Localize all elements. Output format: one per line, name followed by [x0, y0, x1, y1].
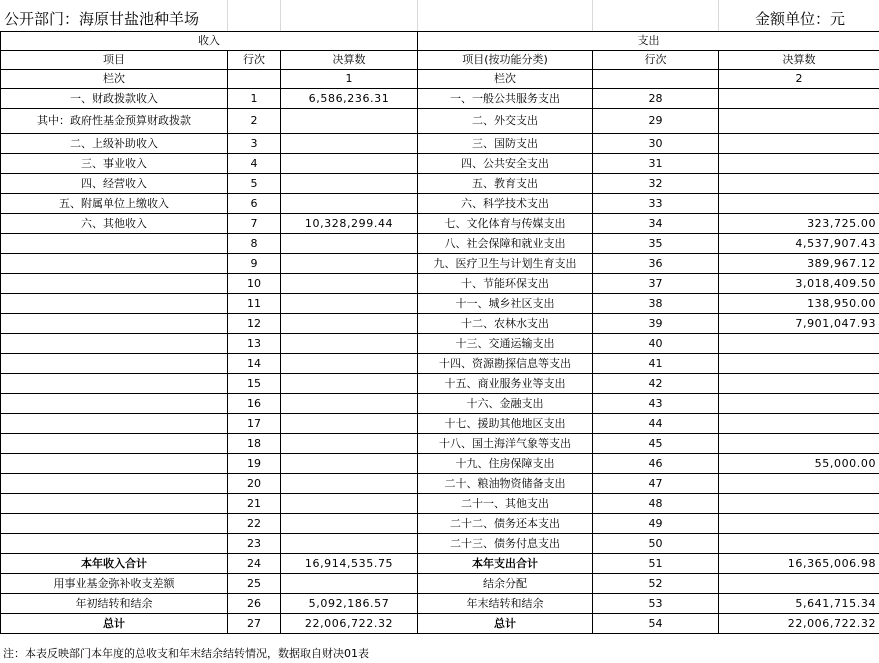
expense-line-cell: 44 — [593, 414, 719, 434]
income-item-cell — [1, 354, 228, 374]
expense-summary-amount: 16,365,006.98 — [719, 554, 879, 574]
income-summary-amount: 5,092,186.57 — [281, 594, 418, 614]
expense-item-cell: 九、医疗卫生与计划生育支出 — [418, 254, 593, 274]
expense-amount-cell — [719, 494, 879, 514]
expense-line-cell: 49 — [593, 514, 719, 534]
income-expense-table — [0, 31, 879, 634]
expense-amount-cell — [719, 394, 879, 414]
income-line-cell: 6 — [228, 194, 281, 214]
expense-item-cell: 十九、住房保障支出 — [418, 454, 593, 474]
table-row — [1, 414, 879, 434]
income-line-cell: 23 — [228, 534, 281, 554]
table-row — [1, 454, 879, 474]
income-line-cell: 18 — [228, 434, 281, 454]
expense-line-cell: 32 — [593, 174, 719, 194]
expense-line-cell: 36 — [593, 254, 719, 274]
expense-summary-item: 年末结转和结余 — [418, 594, 593, 614]
income-item-cell: 二、上级补助收入 — [1, 134, 228, 154]
table-row — [1, 89, 879, 109]
expense-item-cell: 二十、粮油物资储备支出 — [418, 474, 593, 494]
income-amount-cell — [281, 194, 418, 214]
table-row — [1, 514, 879, 534]
expense-amount-cell: 323,725.00 — [719, 214, 879, 234]
income-item-cell — [1, 534, 228, 554]
table-row — [1, 109, 879, 134]
expense-item-cell: 十四、资源勘探信息等支出 — [418, 354, 593, 374]
income-amount-cell — [281, 254, 418, 274]
table-row — [1, 494, 879, 514]
income-item-cell: 四、经营收入 — [1, 174, 228, 194]
income-line-cell: 10 — [228, 274, 281, 294]
expense-line-cell: 35 — [593, 234, 719, 254]
income-line-cell: 2 — [228, 109, 281, 134]
income-amount-cell — [281, 414, 418, 434]
gridline — [592, 0, 593, 31]
expense-item-cell: 十八、国土海洋气象等支出 — [418, 434, 593, 454]
section-header-row — [1, 32, 879, 51]
income-summary-item: 总计 — [1, 614, 228, 634]
income-item-cell: 三、事业收入 — [1, 154, 228, 174]
income-amount-cell — [281, 294, 418, 314]
expense-summary-item: 结余分配 — [418, 574, 593, 594]
table-row — [1, 254, 879, 274]
income-summary-amount: 16,914,535.75 — [281, 554, 418, 574]
income-amount-cell: 6,586,236.31 — [281, 89, 418, 109]
income-line-cell: 13 — [228, 334, 281, 354]
income-item-cell — [1, 414, 228, 434]
expense-amount-cell — [719, 434, 879, 454]
expense-line-cell: 38 — [593, 294, 719, 314]
expense-line-cell: 31 — [593, 154, 719, 174]
income-line-cell: 14 — [228, 354, 281, 374]
expense-item-cell: 十五、商业服务业等支出 — [418, 374, 593, 394]
expense-amount-cell — [719, 134, 879, 154]
income-amount-cell — [281, 454, 418, 474]
gridline — [280, 0, 281, 31]
expense-line-cell: 46 — [593, 454, 719, 474]
expense-line-cell: 45 — [593, 434, 719, 454]
expense-summary-amount: 5,641,715.34 — [719, 594, 879, 614]
table-row — [1, 474, 879, 494]
expense-item-cell: 一、一般公共服务支出 — [418, 89, 593, 109]
col-header-amount: 决算数 — [281, 51, 418, 70]
expense-amount-cell — [719, 109, 879, 134]
expense-line-cell: 29 — [593, 109, 719, 134]
income-item-cell — [1, 374, 228, 394]
income-summary-amount — [281, 574, 418, 594]
index-col-left: 1 — [281, 70, 418, 89]
income-line-cell: 16 — [228, 394, 281, 414]
table-row — [1, 434, 879, 454]
expense-amount-cell — [719, 534, 879, 554]
expense-amount-cell — [719, 474, 879, 494]
income-line-cell: 15 — [228, 374, 281, 394]
expense-line-cell: 47 — [593, 474, 719, 494]
summary-row — [1, 574, 879, 594]
income-amount-cell — [281, 234, 418, 254]
income-item-cell: 一、财政拨款收入 — [1, 89, 228, 109]
income-item-cell — [1, 514, 228, 534]
expense-item-cell: 十一、城乡社区支出 — [418, 294, 593, 314]
expense-amount-cell: 138,950.00 — [719, 294, 879, 314]
expense-line-cell: 48 — [593, 494, 719, 514]
expense-amount-cell: 4,537,907.43 — [719, 234, 879, 254]
expense-line-cell: 50 — [593, 534, 719, 554]
expense-amount-cell — [719, 174, 879, 194]
expense-amount-cell: 55,000.00 — [719, 454, 879, 474]
table-row — [1, 174, 879, 194]
income-amount-cell — [281, 394, 418, 414]
income-amount-cell — [281, 534, 418, 554]
income-summary-item: 用事业基金弥补收支差额 — [1, 574, 228, 594]
income-line-cell: 22 — [228, 514, 281, 534]
income-line-cell: 9 — [228, 254, 281, 274]
report-header — [0, 0, 879, 31]
expense-amount-cell — [719, 334, 879, 354]
income-amount-cell — [281, 434, 418, 454]
expense-line-cell: 43 — [593, 394, 719, 414]
income-amount-cell — [281, 514, 418, 534]
income-item-cell — [1, 294, 228, 314]
income-amount-cell: 10,328,299.44 — [281, 214, 418, 234]
income-item-cell — [1, 274, 228, 294]
table-row — [1, 194, 879, 214]
table-row — [1, 134, 879, 154]
income-summary-line: 27 — [228, 614, 281, 634]
income-amount-cell — [281, 494, 418, 514]
expense-item-cell: 十七、援助其他地区支出 — [418, 414, 593, 434]
expense-summary-line: 54 — [593, 614, 719, 634]
income-line-cell: 19 — [228, 454, 281, 474]
index-label-left: 栏次 — [1, 70, 228, 89]
expense-line-cell: 42 — [593, 374, 719, 394]
expense-summary-item: 总计 — [418, 614, 593, 634]
income-item-cell — [1, 454, 228, 474]
table-row — [1, 334, 879, 354]
expense-summary-line: 51 — [593, 554, 719, 574]
column-index-row — [1, 70, 879, 89]
income-line-cell: 8 — [228, 234, 281, 254]
income-summary-line: 25 — [228, 574, 281, 594]
income-item-cell — [1, 474, 228, 494]
income-line-cell: 1 — [228, 89, 281, 109]
income-line-cell: 3 — [228, 134, 281, 154]
table-row — [1, 214, 879, 234]
income-line-cell: 17 — [228, 414, 281, 434]
expense-item-cell: 四、公共安全支出 — [418, 154, 593, 174]
expense-line-cell: 33 — [593, 194, 719, 214]
income-item-cell — [1, 254, 228, 274]
expense-amount-cell — [719, 514, 879, 534]
expense-amount-cell — [719, 354, 879, 374]
expense-amount-cell: 7,901,047.93 — [719, 314, 879, 334]
income-amount-cell — [281, 474, 418, 494]
col-header-line: 行次 — [228, 51, 281, 70]
col-header-expense-amount: 决算数 — [719, 51, 879, 70]
expense-amount-cell: 3,018,409.50 — [719, 274, 879, 294]
income-line-cell: 7 — [228, 214, 281, 234]
gridline — [718, 0, 719, 31]
income-amount-cell — [281, 374, 418, 394]
currency-unit-label: 金额单位：元 — [754, 10, 845, 28]
income-summary-amount: 22,006,722.32 — [281, 614, 418, 634]
unit-title: 公开部门：海原甘盐池种羊场 — [4, 10, 200, 28]
income-amount-cell — [281, 174, 418, 194]
expense-item-cell: 十三、交通运输支出 — [418, 334, 593, 354]
table-row — [1, 294, 879, 314]
income-item-cell — [1, 234, 228, 254]
expense-line-cell: 41 — [593, 354, 719, 374]
income-line-cell: 4 — [228, 154, 281, 174]
expense-item-cell: 十、节能环保支出 — [418, 274, 593, 294]
income-item-cell — [1, 394, 228, 414]
expense-line-cell: 34 — [593, 214, 719, 234]
expense-line-cell: 39 — [593, 314, 719, 334]
income-amount-cell — [281, 354, 418, 374]
expense-item-cell: 十六、金融支出 — [418, 394, 593, 414]
index-label-right: 栏次 — [418, 70, 593, 89]
summary-row — [1, 554, 879, 574]
expense-line-cell: 40 — [593, 334, 719, 354]
income-amount-cell — [281, 109, 418, 134]
expense-item-cell: 二、外交支出 — [418, 109, 593, 134]
table-row — [1, 354, 879, 374]
income-summary-item: 年初结转和结余 — [1, 594, 228, 614]
expense-item-cell: 二十一、其他支出 — [418, 494, 593, 514]
expense-amount-cell: 389,967.12 — [719, 254, 879, 274]
expense-line-cell: 30 — [593, 134, 719, 154]
expense-item-cell: 七、文化体育与传媒支出 — [418, 214, 593, 234]
expense-summary-line: 52 — [593, 574, 719, 594]
income-line-cell: 12 — [228, 314, 281, 334]
expense-item-cell: 八、社会保障和就业支出 — [418, 234, 593, 254]
expense-item-cell: 五、教育支出 — [418, 174, 593, 194]
expense-line-cell: 37 — [593, 274, 719, 294]
income-line-cell: 5 — [228, 174, 281, 194]
column-header-row — [1, 51, 879, 70]
income-amount-cell — [281, 154, 418, 174]
income-item-cell — [1, 314, 228, 334]
income-summary-line: 24 — [228, 554, 281, 574]
income-item-cell — [1, 434, 228, 454]
summary-row — [1, 614, 879, 634]
expense-summary-line: 53 — [593, 594, 719, 614]
expense-amount-cell — [719, 154, 879, 174]
gridline — [417, 0, 418, 31]
income-item-cell — [1, 494, 228, 514]
expense-summary-item: 本年支出合计 — [418, 554, 593, 574]
gridline — [227, 0, 228, 31]
income-line-cell: 21 — [228, 494, 281, 514]
table-row — [1, 394, 879, 414]
table-row — [1, 314, 879, 334]
expense-amount-cell — [719, 89, 879, 109]
table-row — [1, 234, 879, 254]
income-summary-item: 本年收入合计 — [1, 554, 228, 574]
expense-item-cell: 十二、农林水支出 — [418, 314, 593, 334]
income-item-cell — [1, 334, 228, 354]
index-col-right: 2 — [719, 70, 879, 89]
income-item-cell: 六、其他收入 — [1, 214, 228, 234]
index-empty-cell — [228, 70, 281, 89]
expense-item-cell: 三、国防支出 — [418, 134, 593, 154]
index-empty-cell — [593, 70, 719, 89]
income-amount-cell — [281, 334, 418, 354]
summary-row — [1, 594, 879, 614]
income-amount-cell — [281, 274, 418, 294]
col-header-item: 项目 — [1, 51, 228, 70]
income-line-cell: 11 — [228, 294, 281, 314]
col-header-expense-item: 项目(按功能分类) — [418, 51, 593, 70]
expense-item-cell: 二十二、债务还本支出 — [418, 514, 593, 534]
income-summary-line: 26 — [228, 594, 281, 614]
expense-amount-cell — [719, 374, 879, 394]
income-amount-cell — [281, 314, 418, 334]
income-item-cell: 其中：政府性基金预算财政拨款 — [1, 109, 228, 134]
table-row — [1, 154, 879, 174]
expense-item-cell: 六、科学技术支出 — [418, 194, 593, 214]
expense-line-cell: 28 — [593, 89, 719, 109]
income-amount-cell — [281, 134, 418, 154]
table-row — [1, 374, 879, 394]
income-line-cell: 20 — [228, 474, 281, 494]
table-row — [1, 534, 879, 554]
expense-item-cell: 二十三、债务付息支出 — [418, 534, 593, 554]
expense-amount-cell — [719, 414, 879, 434]
col-header-expense-line: 行次 — [593, 51, 719, 70]
expense-summary-amount: 22,006,722.32 — [719, 614, 879, 634]
footnote: 注：本表反映部门本年度的总收支和年末结余结转情况，数据取自财决01表 — [3, 647, 369, 660]
expense-section-header: 支出 — [418, 32, 879, 51]
income-item-cell: 五、附属单位上缴收入 — [1, 194, 228, 214]
income-section-header: 收入 — [1, 32, 418, 51]
table-row — [1, 274, 879, 294]
expense-summary-amount — [719, 574, 879, 594]
expense-amount-cell — [719, 194, 879, 214]
